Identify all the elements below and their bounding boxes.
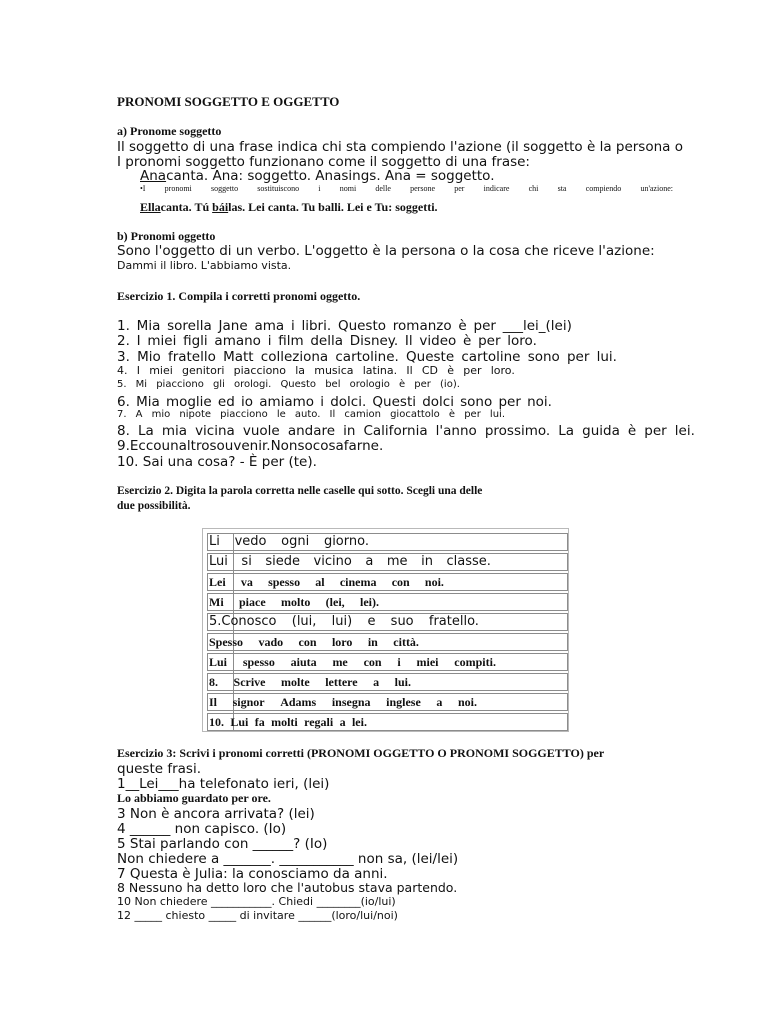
table-word: me	[332, 655, 348, 669]
table-word: siede	[265, 554, 300, 569]
exercise1-word: sono	[527, 349, 560, 365]
exercise1-item	[117, 379, 460, 390]
exercise1-word: libri.	[301, 318, 332, 334]
note-word: un'azione:	[640, 184, 673, 193]
exercise1-item	[117, 454, 317, 470]
exercise1-word: per	[414, 379, 431, 390]
table-word: suo	[390, 614, 414, 629]
exercise1-word: 4.	[117, 364, 128, 377]
exercise1-word: 7.	[117, 409, 127, 420]
table-row	[207, 653, 568, 671]
section-b-heading: b) Pronomi oggetto	[117, 229, 216, 243]
exercise1-word: figli	[183, 333, 208, 349]
example2-mid: canta. Tú	[160, 200, 213, 214]
exercise1-word: fratello	[167, 349, 216, 365]
exercise1-word: mio	[151, 409, 171, 420]
table-word: regali	[304, 715, 334, 729]
table-word: noi.	[457, 695, 477, 709]
exercise1-word: lei.	[674, 423, 695, 439]
exercise1-word: Jane	[218, 318, 248, 334]
note-word: pronomi	[164, 184, 192, 193]
exercise3-item: 4 ______ non capisco. (Io)	[117, 821, 287, 837]
table-word: a	[339, 715, 346, 729]
exercise1-word: La	[137, 423, 154, 439]
exercise3-item: 8 Nessuno ha detto loro che l'autobus stava partendo.	[117, 880, 458, 895]
exercise1-word: amiamo	[259, 394, 315, 410]
exercise1-word: cartoline.	[335, 349, 399, 365]
note-word: compiendo	[585, 184, 622, 193]
exercise1-word: 5.	[117, 379, 127, 390]
table-word: vado	[258, 635, 284, 649]
exercise1-word: California	[363, 423, 428, 439]
table-word: lettere	[325, 675, 358, 689]
note-word: •I	[140, 184, 146, 193]
table-word: Mi	[209, 595, 224, 609]
exercise1-word: è	[399, 379, 406, 390]
table-cell[interactable]	[209, 634, 419, 650]
table-word: molti	[271, 715, 298, 729]
exercise1-word: per	[498, 394, 521, 410]
exercise3-item: 3 Non è ancora arrivata? (lei)	[117, 806, 315, 822]
table-word: Lui	[209, 655, 228, 669]
table-word: vicino	[313, 554, 352, 569]
exercise1-word: vuole	[242, 423, 280, 439]
exercise1-word: Mia	[136, 394, 160, 410]
exercise1-word: Disney.	[349, 333, 399, 349]
note-word: delle	[375, 184, 391, 193]
table-word: inglese	[386, 695, 421, 709]
section-a-heading: a) Pronome soggetto	[117, 124, 222, 138]
table-word: cinema	[339, 575, 377, 589]
exercise1-word: bel	[325, 379, 341, 390]
table-word: Lui	[209, 554, 228, 569]
exercise1-word: colleziona	[260, 349, 329, 365]
table-word: 8.	[209, 675, 218, 689]
exercise3-item: 10 Non chiedere ___________. Chiedi ________(io/lui)	[117, 895, 396, 908]
exercise1-word: moglie	[165, 394, 212, 410]
exercise1-word: piacciono	[233, 364, 287, 377]
table-word: loro	[331, 635, 353, 649]
exercise1-word: orologio	[349, 379, 390, 390]
exercise1-word: sorella	[167, 318, 212, 334]
exercise3-item: 5 Stai parlando con ______? (Io)	[117, 836, 328, 852]
table-word: si	[241, 554, 252, 569]
example1-subject: Ana	[140, 168, 167, 184]
exercise1-word: i	[320, 394, 324, 410]
table-word: insegna	[331, 695, 371, 709]
note-word: soggetto	[210, 184, 239, 193]
table-cell[interactable]	[209, 654, 496, 670]
table-word: a	[365, 554, 374, 569]
section-a-example1	[140, 168, 495, 184]
table-word: Il	[209, 695, 218, 709]
exercise1-item	[117, 423, 695, 439]
table-word: ogni	[281, 534, 310, 549]
exercise1-word: miei	[147, 333, 177, 349]
table-word: lei.	[351, 715, 367, 729]
exercise3-heading: Esercizio 3: Scrivi i pronomi corretti (PRONOMI OGGETTO O PRONOMI SOGGETTO) per	[117, 746, 605, 760]
table-row	[207, 673, 568, 691]
exercise1-word: gli	[212, 379, 225, 390]
exercise1-word: musica	[314, 364, 354, 377]
example1-rest: canta. Ana: soggetto. Anasings. Ana = soggetto.	[166, 168, 495, 184]
exercise1-item	[117, 364, 515, 377]
note-word: nomi	[339, 184, 357, 193]
table-cell[interactable]	[209, 554, 491, 570]
table-word: a	[436, 695, 443, 709]
exercise1-word: cosa	[312, 438, 344, 454]
exercise1-word: è	[447, 364, 455, 377]
note-word: indicare	[483, 184, 510, 193]
exercise1-word: io	[240, 394, 253, 410]
exercise1-item	[117, 318, 572, 334]
exercise2-table	[202, 528, 569, 732]
exercise1-word: La	[558, 423, 575, 439]
table-word: e	[367, 614, 376, 629]
exercise1-word: loro.	[507, 333, 537, 349]
exercise1-item	[117, 333, 537, 349]
exercise1-word: Non	[270, 438, 298, 454]
table-row	[207, 633, 568, 651]
table-word: Scrive	[233, 675, 266, 689]
table-word: me	[386, 554, 408, 569]
section-a-note	[140, 184, 673, 193]
table-word: al	[315, 575, 325, 589]
exercise1-word: dolci.	[330, 394, 367, 410]
exercise1-word: 8.	[117, 423, 130, 439]
exercise1-word: è	[448, 409, 456, 420]
exercise1-word: vicina	[195, 423, 235, 439]
exercise1-word: so	[297, 438, 313, 454]
exercise1-word: 1.	[117, 318, 130, 334]
table-word: in	[421, 554, 433, 569]
exercise1-word: ___lei_(lei)	[502, 318, 572, 334]
exercise1-item	[117, 349, 617, 365]
table-word: 10.	[209, 715, 224, 729]
exercise1-heading: Esercizio 1. Compila i corretti pronomi oggetto.	[117, 289, 361, 303]
example2-subject: Ella	[140, 200, 161, 214]
exercise1-word: 2.	[117, 333, 130, 349]
exercise1-word: 10. Sai una cosa? - È per (te).	[117, 454, 317, 470]
exercise1-word: latina.	[362, 364, 398, 377]
exercise1-word: romanzo	[392, 318, 452, 334]
exercise3-heading-cont: queste frasi.	[117, 761, 202, 777]
table-word: i	[397, 655, 401, 669]
table-word: fratello.	[428, 614, 479, 629]
exercise1-word: souvenir.	[209, 438, 271, 454]
exercise1-word: è	[463, 333, 472, 349]
table-row	[207, 613, 568, 631]
table-word: molto	[281, 595, 311, 609]
table-word: lui.	[394, 675, 411, 689]
exercise1-word: sono	[460, 394, 493, 410]
table-word: a	[373, 675, 380, 689]
exercise1-word: Il	[404, 333, 413, 349]
table-word: miei	[416, 655, 439, 669]
table-word: lei).	[359, 595, 379, 609]
exercise1-word: altro	[178, 438, 210, 454]
table-cell[interactable]	[209, 594, 379, 610]
exercise1-word: Ecco	[129, 438, 162, 454]
example2-verb-stem: bái	[212, 200, 229, 214]
exercise3-item: 1__Lei___ha telefonato ieri, (lei)	[117, 776, 330, 792]
table-word: (lui,	[291, 614, 317, 629]
exercise1-word: giocattolo	[390, 409, 440, 420]
exercise1-item	[117, 394, 552, 410]
table-word: noi.	[424, 575, 444, 589]
exercise1-word: l'anno	[435, 423, 477, 439]
exercise1-word: 9.	[117, 438, 130, 454]
exercise1-item	[117, 438, 384, 454]
table-word: con	[391, 575, 410, 589]
exercise1-word: Mi	[135, 379, 148, 390]
exercise3-item: 7 Questa è Julia: la conosciamo da anni.	[117, 866, 388, 882]
exercise1-word: 3.	[117, 349, 130, 365]
exercise1-word: lui.	[489, 409, 505, 420]
exercise1-word: cartoline	[461, 349, 521, 365]
table-word: piace	[239, 595, 266, 609]
table-word: compiti.	[454, 655, 496, 669]
table-word: spesso	[242, 655, 275, 669]
exercise1-word: auto.	[294, 409, 321, 420]
exercise1-word: amano	[214, 333, 261, 349]
exercise1-word: lui.	[596, 349, 617, 365]
exercise1-word: per	[566, 349, 590, 365]
exercise1-word: genitori	[182, 364, 225, 377]
exercise1-word: la	[295, 364, 306, 377]
table-word: con	[298, 635, 317, 649]
table-cell[interactable]	[209, 534, 369, 550]
exercise1-word: della	[310, 333, 344, 349]
exercise1-word: è	[627, 423, 637, 439]
section-b-line2: Dammi il libro. L'abbiamo vista.	[117, 259, 292, 272]
table-word: fa	[254, 715, 265, 729]
table-word: signor	[232, 695, 265, 709]
table-word: con	[363, 655, 382, 669]
exercise1-word: Questo	[337, 318, 387, 334]
table-word: va	[240, 575, 253, 589]
table-word: lui)	[331, 614, 353, 629]
table-row	[207, 533, 568, 551]
note-word: sta	[557, 184, 567, 193]
exercise2-heading-line2: due possibilità.	[117, 500, 191, 512]
exercise1-word: ama	[254, 318, 285, 334]
exercise1-word: film	[278, 333, 304, 349]
note-word: sostituiscono	[257, 184, 300, 193]
exercise1-word: (io).	[440, 379, 460, 390]
table-row	[207, 693, 568, 711]
exercise1-word: piacciono	[220, 409, 268, 420]
exercise1-word: andare	[287, 423, 336, 439]
exercise1-word: Questi	[372, 394, 416, 410]
exercise1-word: camion	[344, 409, 381, 420]
table-row	[207, 593, 568, 611]
exercise1-item	[117, 409, 505, 420]
exercise1-word: un	[161, 438, 179, 454]
exercise1-word: Queste	[406, 349, 455, 365]
exercise1-word: per	[478, 333, 501, 349]
table-word: vedo	[234, 534, 267, 549]
exercise1-word: i	[290, 318, 295, 334]
note-word: persone	[410, 184, 436, 193]
exercise1-word: I	[136, 333, 141, 349]
page-title: PRONOMI SOGGETTO E OGGETTO	[117, 94, 340, 109]
exercise1-word: per	[473, 318, 496, 334]
table-word: aiuta	[290, 655, 317, 669]
exercise1-word: CD	[421, 364, 439, 377]
table-word: classe.	[446, 554, 491, 569]
exercise2-heading-line1: Esercizio 2. Digita la parola corretta nelle caselle qui sotto. Scegli una delle	[117, 485, 483, 497]
exercise1-word: guida	[582, 423, 620, 439]
exercise1-word: Il	[406, 364, 413, 377]
exercise1-word: farne.	[343, 438, 384, 454]
table-cell[interactable]	[209, 614, 479, 630]
exercise1-word: è	[458, 318, 467, 334]
table-word: Adams	[280, 695, 317, 709]
exercise1-word: Il	[329, 409, 336, 420]
section-a-example2	[140, 200, 438, 215]
note-word: i	[318, 184, 321, 193]
note-word: chi	[528, 184, 539, 193]
exercise1-word: 6.	[117, 394, 130, 410]
exercise1-word: le	[276, 409, 286, 420]
table-word: in	[367, 635, 378, 649]
exercise1-word: i	[267, 333, 272, 349]
table-word: Lui	[230, 715, 249, 729]
exercise1-word: Matt	[223, 349, 254, 365]
table-row	[207, 553, 568, 571]
section-a-line1: Il soggetto di una frase indica chi sta compiendo l'azione (il soggetto è la persona o	[117, 139, 683, 155]
table-cell[interactable]	[209, 714, 367, 730]
exercise3-item: Lo abbiamo guardato per ore.	[117, 791, 271, 805]
section-a-line2: I pronomi soggetto funzionano come il soggetto di una frase:	[117, 154, 530, 170]
exercise1-word: piacciono	[156, 379, 204, 390]
table-cell[interactable]	[209, 674, 411, 690]
exercise1-word: per	[464, 409, 481, 420]
exercise1-word: ed	[217, 394, 235, 410]
table-word: Spesso	[209, 635, 244, 649]
exercise1-word: I	[136, 364, 140, 377]
note-word: per	[454, 184, 465, 193]
table-cell[interactable]	[209, 694, 477, 710]
exercise1-word: orologi.	[233, 379, 272, 390]
exercise1-word: miei	[149, 364, 173, 377]
exercise1-word: prossimo.	[484, 423, 551, 439]
exercise1-word: in	[343, 423, 356, 439]
exercise1-word: dolci	[422, 394, 454, 410]
table-word: città.	[393, 635, 419, 649]
exercise3-item: Non chiedere a _______. ___________ non sa, (lei/lei)	[117, 851, 459, 867]
exercise1-word: video	[419, 333, 457, 349]
exercise1-word: Mia	[136, 318, 161, 334]
exercise1-word: nipote	[179, 409, 212, 420]
exercise1-word: loro.	[490, 364, 515, 377]
exercise1-word: noi.	[527, 394, 552, 410]
table-word: molte	[281, 675, 310, 689]
exercise1-word: per	[644, 423, 667, 439]
example2-rest: las. Lei canta. Tu balli. Lei e Tu: soggetti.	[228, 200, 438, 214]
table-word: Lei	[209, 575, 226, 589]
exercise1-word: per	[463, 364, 482, 377]
table-row	[207, 573, 568, 591]
exercise1-word: Questo	[280, 379, 317, 390]
exercise1-word: mia	[161, 423, 187, 439]
table-word: spesso	[268, 575, 301, 589]
exercise1-word: A	[135, 409, 143, 420]
section-b-line1: Sono l'oggetto di un verbo. L'oggetto è la persona o la cosa che riceve l'azione:	[117, 243, 655, 259]
exercise3-item: 12 _____ chiesto _____ di invitare ______(loro/lui/noi)	[117, 909, 398, 922]
exercise1-word: Mio	[137, 349, 161, 365]
table-cell[interactable]	[209, 574, 444, 590]
table-word: giorno.	[323, 534, 369, 549]
table-word: Li	[209, 534, 220, 549]
table-word: (lei,	[325, 595, 345, 609]
table-row	[207, 713, 568, 731]
table-word: 5.Conosco	[209, 614, 277, 629]
